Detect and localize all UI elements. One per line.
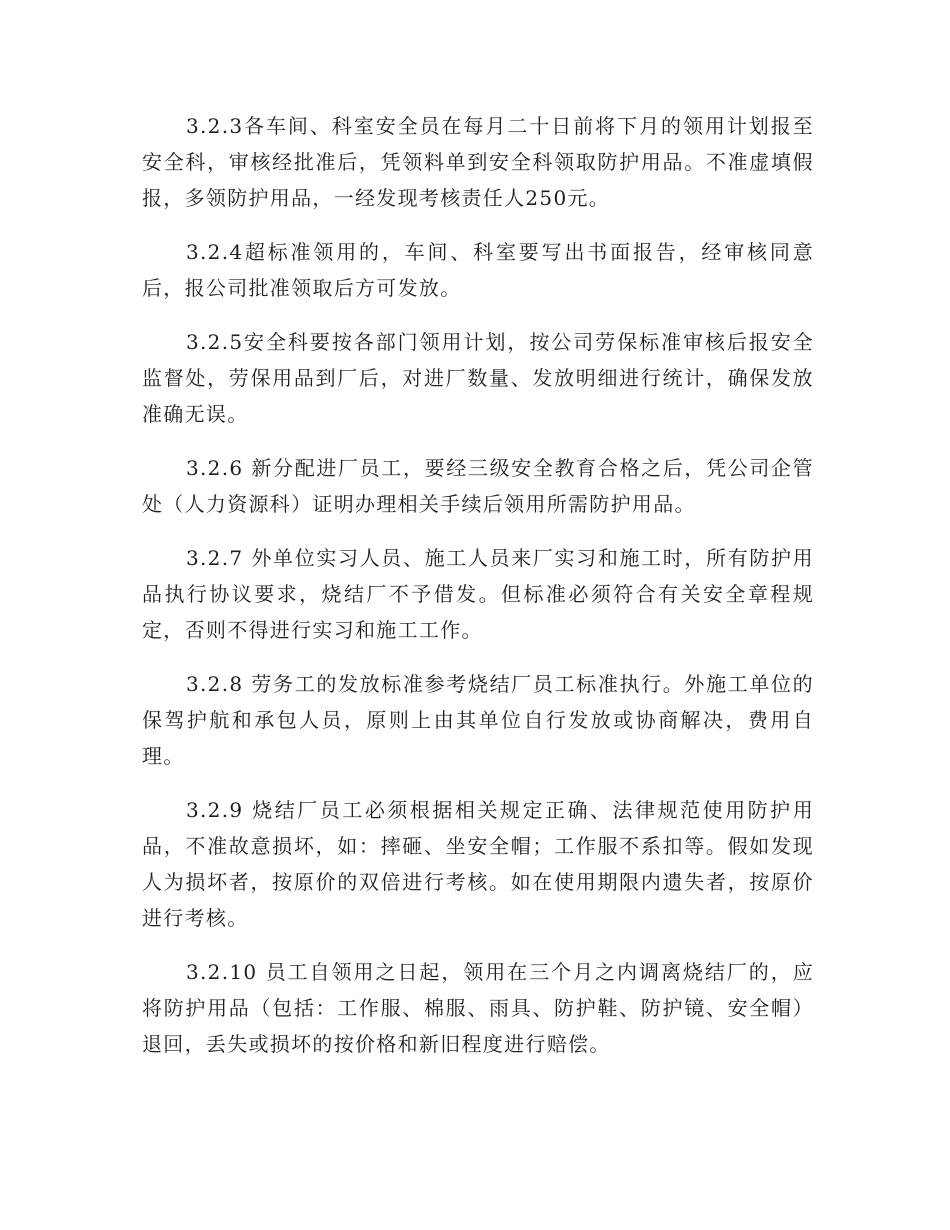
paragraph-3-2-5: 3.2.5安全科要按各部门领用计划，按公司劳保标准审核后报安全监督处，劳保用品到厂后，对进厂数量、发放明细进行统计，确保发放准确无误。 xyxy=(142,330,814,426)
paragraph-3-2-3: 3.2.3各车间、科室安全员在每月二十日前将下月的领用计划报至安全科，审核经批准后，凭领料单到安全科领取防护用品。不准虚填假报，多领防护用品，一经发现考核责任人250元。 xyxy=(142,114,814,210)
paragraph-3-2-7: 3.2.7 外单位实习人员、施工人员来厂实习和施工时，所有防护用品执行协议要求，烧结厂不予借发。但标准必须符合有关安全章程规定，否则不得进行实习和施工工作。 xyxy=(142,546,814,642)
paragraph-3-2-8: 3.2.8 劳务工的发放标准参考烧结厂员工标准执行。外施工单位的保驾护航和承包人员，原则上由其单位自行发放或协商解决，费用自理。 xyxy=(142,672,814,768)
document-body xyxy=(142,108,814,1080)
paragraph-3-2-9: 3.2.9 烧结厂员工必须根据相关规定正确、法律规范使用防护用品，不准故意损坏，如：摔砸、坐安全帽；工作服不系扣等。假如发现人为损坏者，按原价的双倍进行考核。如在使用期限内遗失者，按原价进行考核。 xyxy=(142,798,814,930)
paragraph-3-2-6: 3.2.6 新分配进厂员工，要经三级安全教育合格之后，凭公司企管处（人力资源科）证明办理相关手续后领用所需防护用品。 xyxy=(142,456,814,516)
paragraph-3-2-4: 3.2.4超标准领用的，车间、科室要写出书面报告，经审核同意后，报公司批准领取后方可发放。 xyxy=(142,240,814,300)
paragraph-3-2-10: 3.2.10 员工自领用之日起，领用在三个月之内调离烧结厂的，应将防护用品（包括：工作服、棉服、雨具、防护鞋、防护镜、安全帽）退回，丢失或损坏的按价格和新旧程度进行赔偿。 xyxy=(142,960,814,1056)
